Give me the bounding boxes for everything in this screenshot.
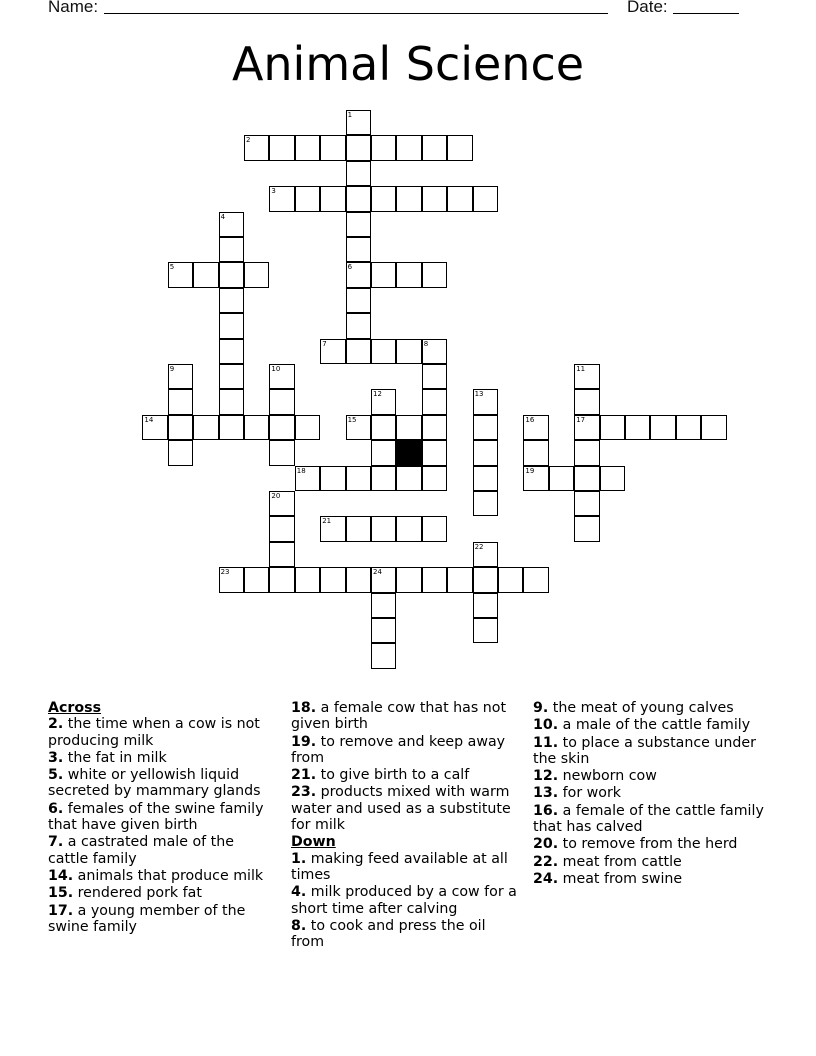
- clue-number: 17: [576, 415, 586, 424]
- grid-cell[interactable]: [219, 288, 244, 313]
- clue-number: 8: [423, 339, 429, 348]
- grid-cell[interactable]: [193, 415, 218, 440]
- down-clue: [533, 768, 773, 784]
- clue-text: a young member of the swine family: [48, 902, 246, 935]
- clue-text: to remove from the herd: [558, 836, 738, 853]
- clue-text: the time when a cow is not producing milk: [48, 716, 260, 749]
- grid-cell[interactable]: [346, 237, 371, 262]
- clue-text: white or yellowish liquid secreted by mammary glands: [48, 767, 261, 800]
- clue-text: newborn cow: [558, 768, 657, 785]
- grid-cell[interactable]: [422, 516, 447, 541]
- date-field[interactable]: [673, 13, 739, 14]
- grid-cell[interactable]: [396, 262, 421, 287]
- clue-num: 19.: [291, 733, 317, 750]
- grid-cell[interactable]: [346, 466, 371, 491]
- clue-number: 9: [169, 365, 175, 373]
- grid-cell[interactable]: [371, 593, 396, 618]
- grid-cell[interactable]: [396, 186, 421, 211]
- grid-cell[interactable]: [346, 161, 371, 186]
- clue-num: 21.: [291, 767, 317, 784]
- clue-num: 3.: [48, 749, 64, 766]
- grid-cell[interactable]: [676, 415, 701, 440]
- clue-num: 10.: [533, 717, 559, 734]
- clue-number: 23: [220, 568, 230, 577]
- grid-cell[interactable]: [574, 440, 599, 465]
- grid-cell[interactable]: [396, 466, 421, 491]
- grid-cell[interactable]: [269, 516, 294, 541]
- clue-num: 13.: [533, 785, 559, 802]
- grid-cell[interactable]: [473, 618, 498, 643]
- clue-text: meat from swine: [558, 870, 683, 887]
- clue-text: to cook and press the oil from: [291, 917, 486, 951]
- clue-text: rendered pork fat: [73, 885, 202, 902]
- clue-num: 20.: [533, 836, 559, 853]
- grid-cell[interactable]: [269, 567, 294, 592]
- across-clue: [48, 903, 276, 936]
- clue-text: a male of the cattle family: [558, 717, 751, 734]
- grid-cell[interactable]: [422, 339, 447, 364]
- clues-column-3: [533, 700, 773, 888]
- grid-cell[interactable]: [295, 186, 320, 211]
- grid-cell[interactable]: [422, 466, 447, 491]
- grid-cell[interactable]: [371, 389, 396, 414]
- grid-cell[interactable]: [193, 262, 218, 287]
- clue-text: the fat in milk: [63, 749, 167, 766]
- grid-cell[interactable]: [346, 313, 371, 338]
- across-clue: [291, 734, 521, 767]
- grid-cell[interactable]: [371, 415, 396, 440]
- clue-num: 5.: [48, 767, 64, 784]
- clue-number: 19: [525, 466, 535, 475]
- clue-number: 3: [271, 187, 276, 196]
- grid-cell[interactable]: [447, 135, 472, 160]
- grid-cell[interactable]: [269, 415, 294, 440]
- grid-cell[interactable]: [473, 186, 498, 211]
- grid-cell[interactable]: [473, 389, 498, 414]
- grid-cell[interactable]: [371, 466, 396, 491]
- clue-text: a castrated male of the cattle family: [48, 834, 234, 867]
- grid-cell[interactable]: [168, 364, 193, 389]
- clue-text: making feed available at all times: [291, 850, 508, 883]
- clue-text: meat from cattle: [558, 853, 682, 870]
- grid-cell[interactable]: [447, 567, 472, 592]
- clue-text: the meat of young calves: [548, 700, 734, 716]
- clue-num: 22.: [533, 853, 559, 870]
- grid-cell[interactable]: [371, 135, 396, 160]
- clue-text: to place a substance under the skin: [533, 734, 756, 767]
- grid-cell[interactable]: [244, 135, 269, 160]
- grid-cell[interactable]: [371, 567, 396, 592]
- clue-number: 12: [373, 390, 382, 399]
- grid-cell[interactable]: [422, 186, 447, 211]
- grid-cell[interactable]: [574, 364, 599, 389]
- grid-cell[interactable]: [320, 516, 345, 541]
- down-clue: [533, 717, 773, 733]
- grid-cell[interactable]: [295, 567, 320, 592]
- clue-number: 5: [169, 263, 175, 272]
- down-clue: [291, 851, 521, 884]
- grid-cell[interactable]: [371, 618, 396, 643]
- grid-cell[interactable]: [422, 567, 447, 592]
- grid-cell[interactable]: [473, 542, 498, 567]
- grid-cell[interactable]: [168, 440, 193, 465]
- clue-text: for work: [558, 785, 622, 802]
- grid-cell[interactable]: [574, 389, 599, 414]
- grid-cell[interactable]: [320, 567, 345, 592]
- clue-num: 8.: [291, 917, 307, 934]
- clue-num: 9.: [533, 700, 549, 716]
- clue-number: 1: [347, 111, 353, 119]
- down-clue: [533, 785, 773, 801]
- clue-num: 15.: [48, 885, 74, 902]
- clue-number: 4: [220, 212, 226, 221]
- down-clue: [533, 871, 773, 887]
- grid-cell[interactable]: [142, 415, 167, 440]
- grid-cell[interactable]: [523, 440, 548, 465]
- grid-cell[interactable]: [650, 415, 675, 440]
- clue-num: 2.: [48, 716, 64, 733]
- clue-num: 7.: [48, 834, 64, 851]
- grid-cell[interactable]: [219, 389, 244, 414]
- grid-cell[interactable]: [422, 364, 447, 389]
- clue-num: 11.: [533, 734, 559, 751]
- clue-num: 12.: [533, 768, 559, 785]
- down-clue: [533, 836, 773, 852]
- across-clue: [48, 801, 276, 834]
- grid-cell[interactable]: [219, 313, 244, 338]
- grid-cell[interactable]: [371, 186, 396, 211]
- down-clue: [291, 918, 521, 951]
- grid-cell[interactable]: [244, 262, 269, 287]
- grid-cell[interactable]: [625, 415, 650, 440]
- grid-cell[interactable]: [320, 186, 345, 211]
- clue-text: animals that produce milk: [73, 867, 264, 884]
- grid-cell[interactable]: [523, 567, 548, 592]
- clue-num: 23.: [291, 784, 317, 801]
- clue-number: 18: [296, 466, 306, 475]
- across-clue: [291, 784, 521, 833]
- grid-cell[interactable]: [219, 415, 244, 440]
- grid-cell[interactable]: [346, 186, 371, 211]
- down-clue: [533, 854, 773, 870]
- grid-cell[interactable]: [320, 339, 345, 364]
- clues-column-2: [291, 700, 521, 951]
- clue-text: females of the swine family that have given birth: [48, 800, 264, 834]
- clue-text: to remove and keep away from: [291, 733, 506, 766]
- clue-num: 4.: [291, 884, 307, 901]
- clue-text: a female cow that has not given birth: [291, 700, 507, 733]
- across-clue: [48, 716, 276, 749]
- grid-cell[interactable]: [269, 135, 294, 160]
- grid-cell[interactable]: [219, 237, 244, 262]
- clue-number: 24: [373, 568, 382, 577]
- clue-num: 16.: [533, 802, 559, 819]
- down-clue: [533, 700, 773, 716]
- clue-text: milk produced by a cow for a short time after calving: [291, 884, 517, 917]
- grid-cell[interactable]: [346, 212, 371, 237]
- clue-num: 18.: [291, 700, 317, 716]
- grid-cell[interactable]: [269, 440, 294, 465]
- grid-cell[interactable]: [269, 542, 294, 567]
- clues-column-1: [48, 700, 276, 936]
- grid-cell[interactable]: [396, 415, 421, 440]
- grid-cell[interactable]: [219, 212, 244, 237]
- down-clue: [291, 884, 521, 917]
- grid-cell[interactable]: [574, 516, 599, 541]
- grid-cell[interactable]: [422, 389, 447, 414]
- clue-number: 21: [322, 517, 332, 526]
- grid-cell[interactable]: [574, 415, 599, 440]
- grid-cell[interactable]: [473, 466, 498, 491]
- grid-cell[interactable]: [396, 516, 421, 541]
- across-clue: [48, 834, 276, 867]
- name-field[interactable]: [104, 13, 608, 14]
- across-clue: [291, 767, 521, 783]
- clue-num: 6.: [48, 800, 64, 817]
- grid-cell[interactable]: [219, 339, 244, 364]
- grid-cell[interactable]: [269, 491, 294, 516]
- grid-cell[interactable]: [473, 491, 498, 516]
- name-label: Name:: [48, 0, 99, 16]
- grid-cell[interactable]: [473, 440, 498, 465]
- clue-number: 14: [144, 415, 154, 424]
- clue-number: 11: [576, 365, 586, 373]
- grid-cell[interactable]: [473, 567, 498, 592]
- grid-cell[interactable]: [371, 643, 396, 668]
- grid-cell[interactable]: [346, 135, 371, 160]
- grid-cell[interactable]: [219, 262, 244, 287]
- grid-cell[interactable]: [371, 262, 396, 287]
- header: [0, 0, 816, 19]
- clue-number: 15: [347, 415, 357, 424]
- grid-cell[interactable]: [346, 516, 371, 541]
- clue-number: 6: [347, 263, 353, 272]
- grid-cell[interactable]: [244, 567, 269, 592]
- grid-cell[interactable]: [346, 567, 371, 592]
- down-clue: [533, 735, 773, 768]
- clue-number: 10: [271, 365, 281, 373]
- grid-cell[interactable]: [346, 415, 371, 440]
- clue-number: 2: [246, 136, 251, 145]
- grid-cell[interactable]: [473, 593, 498, 618]
- down-clue: [533, 803, 773, 836]
- across-clue: [48, 750, 276, 766]
- grid-cell[interactable]: [295, 466, 320, 491]
- grid-cell[interactable]: [422, 415, 447, 440]
- clue-text: to give birth to a calf: [316, 767, 470, 784]
- grid-cell[interactable]: [269, 364, 294, 389]
- grid-cell[interactable]: [346, 288, 371, 313]
- grid-cell[interactable]: [498, 567, 523, 592]
- clue-num: 17.: [48, 902, 74, 919]
- grid-cell[interactable]: [600, 415, 625, 440]
- grid-cell[interactable]: [396, 135, 421, 160]
- grid-cell[interactable]: [396, 339, 421, 364]
- clue-number: 22: [474, 542, 484, 551]
- grid-cell[interactable]: [219, 364, 244, 389]
- grid-cell[interactable]: [168, 389, 193, 414]
- clue-number: 13: [474, 390, 484, 399]
- grid-block: [396, 440, 421, 465]
- grid-cell[interactable]: [320, 135, 345, 160]
- grid-cell[interactable]: [346, 339, 371, 364]
- across-heading: Across: [48, 700, 102, 716]
- grid-cell[interactable]: [295, 415, 320, 440]
- grid-cell[interactable]: [422, 135, 447, 160]
- clue-num: 24.: [533, 870, 559, 887]
- grid-cell[interactable]: [574, 466, 599, 491]
- grid-cell[interactable]: [269, 389, 294, 414]
- grid-cell[interactable]: [168, 415, 193, 440]
- grid-cell[interactable]: [295, 135, 320, 160]
- grid-cell[interactable]: [346, 262, 371, 287]
- date-label: Date:: [627, 0, 668, 16]
- clue-number: 20: [271, 492, 281, 500]
- grid-cell[interactable]: [371, 339, 396, 364]
- grid-cell[interactable]: [574, 491, 599, 516]
- page-title: Animal Science: [231, 37, 585, 91]
- across-clue: [48, 767, 276, 800]
- clue-num: 1.: [291, 850, 307, 867]
- clue-num: 14.: [48, 867, 74, 884]
- grid-cell[interactable]: [219, 567, 244, 592]
- grid-cell[interactable]: [371, 440, 396, 465]
- grid-cell[interactable]: [244, 415, 269, 440]
- grid-cell[interactable]: [549, 466, 574, 491]
- grid-cell[interactable]: [523, 466, 548, 491]
- grid-cell[interactable]: [371, 516, 396, 541]
- down-heading: Down: [291, 834, 336, 851]
- grid-cell[interactable]: [422, 440, 447, 465]
- grid-cell[interactable]: [269, 186, 294, 211]
- grid-cell[interactable]: [346, 110, 371, 135]
- grid-cell[interactable]: [396, 567, 421, 592]
- grid-cell[interactable]: [320, 466, 345, 491]
- across-clue: [291, 700, 521, 733]
- grid-cell[interactable]: [168, 262, 193, 287]
- grid-cell[interactable]: [422, 262, 447, 287]
- clue-text: products mixed with warm water and used as a substitute for milk: [291, 784, 511, 834]
- grid-cell[interactable]: [447, 186, 472, 211]
- clue-number: 7: [322, 339, 327, 348]
- grid-cell[interactable]: [701, 415, 726, 440]
- grid-cell[interactable]: [523, 415, 548, 440]
- clue-number: 16: [525, 415, 535, 424]
- across-clue: [48, 885, 276, 901]
- clue-text: a female of the cattle family that has calved: [533, 802, 764, 836]
- grid-cell[interactable]: [473, 415, 498, 440]
- grid-cell[interactable]: [600, 466, 625, 491]
- across-clue: [48, 868, 276, 884]
